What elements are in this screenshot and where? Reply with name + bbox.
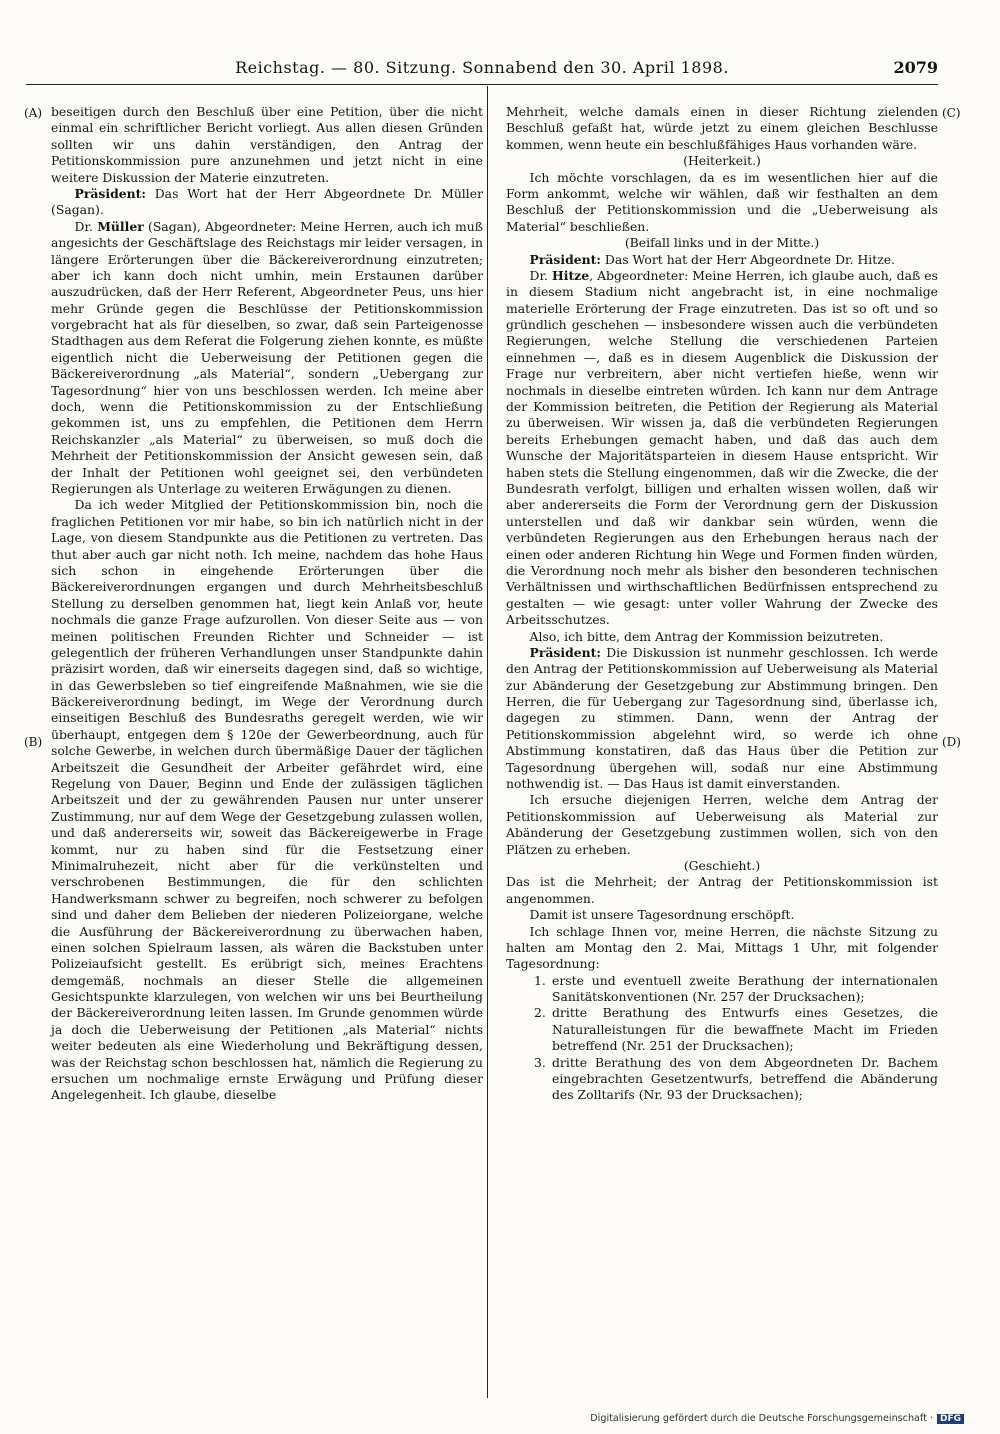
- dfg-logo: DFG: [937, 1414, 964, 1424]
- agenda-text: dritte Berathung des Entwurfs eines Gesetzes, die Naturalleistungen für die bewaffnete Macht im Frieden betreffend (Nr. 251 der Drucksachen);: [552, 1005, 938, 1054]
- paragraph: Also, ich bitte, dem Antrag der Kommission beizutreten.: [529, 628, 884, 644]
- footer-credit: [590, 1413, 964, 1424]
- left-column: [51, 104, 483, 1104]
- speaker-name: Präsident:: [529, 251, 601, 267]
- paragraph: Ich ersuche diejenigen Herren, welche dem Antrag der Petitionskommission auf Ueberweisung als Material zur Abänderung der Gesetzgebung zustimmen wollen, sich von den Plätzen zu erheben.: [506, 792, 938, 857]
- reaction: (Geschieht.): [683, 857, 761, 873]
- paragraph: [506, 268, 938, 629]
- paragraph-text: , Abgeordneter: Meine Herren, ich glaube auch, daß es in diesem Stadium nicht angebracht ist, in eine nochmalige materielle Erörterung der Frage einzutreten. Das ist so oft und so gründlich geschehen — insbesondere wissen auch die verbündeten Regierungen, welche Stellung die verschiedenen Parteien einnehmen —, daß es in diesem Augenblick die Diskussion der Frage nur verbreitern, aber nicht vertiefen hieße, wenn wir nochmals in dieselbe eintreten würden. Ich kann nur dem Antrage der Kommission beitreten, die Petition der Regierung als Material zu überweisen. Wir wissen ja, daß die verbündeten Regierungen bereits Erhebungen gemacht haben, und daß das auch dem Wunsche der Majoritätsparteien in diesem Hause entspricht. Wir haben stets die Stellung eingenommen, daß wir die Zwecke, die der Bundesrath verfolgt, billigen und erhalten wissen wollen, daß wir aber andererseits die Form der Verordnung gern der Diskussion unterstellen und daß wir dankbar sein würden, wenn die verbündeten Regierungen aus den Erhebungen heraus nach der einen oder anderen Richtung hin Wege und Formen finden würden, die Verordnung noch mehr als bisher den besonderen technischen Verhältnissen und wirthschaftlichen Bedürfnissen entsprechend zu gestalten — wie gesagt: unter voller Wahrung der Zwecke des Arbeitsschutzes.: [506, 267, 938, 628]
- agenda-list: [506, 973, 938, 1104]
- agenda-item: [506, 1005, 938, 1054]
- footer-text: Digitalisierung gefördert durch die Deutsche Forschungsgemeinschaft ·: [590, 1413, 933, 1424]
- margin-mark-b: (B): [24, 735, 43, 749]
- speaker-name: Präsident:: [74, 185, 146, 201]
- paragraph: Mehrheit, welche damals einen in dieser Richtung zielenden Beschluß gefaßt hat, würde jetzt zu einem gleichen Beschlusse kommen, wenn heute ein beschlußfähiges Haus vorhanden wäre.: [506, 104, 938, 152]
- paragraph-text: Das Wort hat der Herr Abgeordnete Dr. Hitze.: [600, 251, 895, 267]
- page-header: [26, 58, 938, 84]
- right-column: [506, 104, 938, 1104]
- speaker-name: Präsident:: [529, 644, 601, 660]
- margin-mark-a: (A): [24, 106, 43, 120]
- paragraph: [506, 252, 938, 268]
- header-rule: [26, 84, 938, 85]
- agenda-item: [506, 973, 938, 1006]
- agenda-number: 2.: [534, 1005, 546, 1021]
- paragraph: Ich schlage Ihnen vor, meine Herren, die nächste Sitzung zu halten am Montag den 2. Mai, Mittags 1 Uhr, mit folgender Tagesordnung:: [506, 923, 938, 972]
- paragraph: [506, 645, 938, 793]
- agenda-text: erste und eventuell zweite Berathung der internationalen Sanitätskonventionen (Nr. 257 der Drucksachen);: [552, 972, 938, 1005]
- agenda-text: dritte Berathung des von dem Abgeordneten Dr. Bachem eingebrachten Gesetzentwurfs, betreffend die Abänderung des Zolltarifs (Nr. 93 der Drucksachen);: [552, 1054, 938, 1103]
- speaker-title: Dr.: [74, 218, 98, 234]
- paragraph-text: Das Wort hat der Herr Abgeordnete Dr. Müller (Sagan).: [51, 185, 483, 218]
- agenda-item: [506, 1055, 938, 1104]
- running-head: Reichstag. — 80. Sitzung. Sonnabend den 30. April 1898.: [235, 58, 729, 77]
- reaction: (Beifall links und in der Mitte.): [624, 235, 820, 251]
- agenda-number: 1.: [534, 972, 546, 988]
- paragraph-text: (Sagan), Abgeordneter: Meine Herren, auch ich muß angesichts der Geschäftslage des Reichstags mir leider versagen, in längere Erörterungen über die Bäckereiverordnung einzutreten; aber ich kann doch nicht umhin, mein Erstaunen darüber auszudrücken, daß der Herr Referent, Abgeordneter Peus, uns hier mehr Gründe gegen die Beschlüsse der Petitionskommission vorgebracht hat als für dieselben, so zwar, daß sein Parteigenosse Stadthagen aus dem Referat die Folgerung ziehen konnte, es müßte eigentlich nicht die Ueberweisung der Petitionen gegen die Bäckereiverordnung „als Material“, sondern „Uebergang zur Tagesordnung“ hier von uns beschlossen werden. Ich meine aber doch, wenn die Petitionskommission zu der Entschließung gekommen ist, uns zu empfehlen, die Petitionen dem Herrn Reichskanzler „als Material“ zu überweisen, so muß doch die Mehrheit der Petitionskommission der Ansicht gewesen sein, daß der Inhalt der Petitionen wohl geeignet sei, den verbündeten Regierungen als Unterlage zu weiteren Erwägungen zu dienen.: [51, 218, 483, 496]
- column-divider: [487, 86, 488, 1398]
- paragraph: Da ich weder Mitglied der Petitionskommission bin, noch die fraglichen Petitionen vor mir habe, so bin ich natürlich nicht in der Lage, von diesem Standpunkte aus die Petitionen zu vertreten. Das thut aber auch gar nicht noth. Ich meine, nachdem das hohe Haus sich schon in eingehende Erörterungen über die Bäckereiverordnungen ergangen und durch Mehrheitsbeschluß Stellung zu derselben genommen hat, liegt kein Anlaß vor, heute nochmals die ganze Frage aufzurollen. Von dieser Seite aus — von meinen politischen Freunden Richter und Schneider — ist gelegentlich der früheren Verhandlungen unser Standpunkte dahin präzisirt worden, daß wir einerseits dagegen sind, daß so wichtige, in das Gewerbsleben so tief eingreifende Maßnahmen, wie sie die Bäckereiverordnung bedingt, im Wege der Verordnung durch einseitigen Beschluß des Bundesraths geregelt werden, wie wir überhaupt, entgegen dem § 120e der Gewerbeordnung, auch für solche Gewerbe, in welchen durch übermäßige Dauer der täglichen Arbeitszeit die Gesundheit der Arbeiter gefährdet wird, eine Regelung von Dauer, Beginn und Ende der zulässigen täglichen Arbeitszeit und der zu gewährenden Pausen nur unter unserer Zustimmung, nur auf dem Wege der Gesetzgebung zulassen wollen, und daß andererseits wir, soweit das Bäckereigewerbe in Frage kommt, nur zu haben sind für die Festsetzung einer Minimalruhezeit, nicht aber für die verkünstelten und verschrobenen Bestimmungen, die für den schlichten Handwerksmann schwer zu begreifen, noch schwerer zu befolgen sind und daher dem Belieben der niederen Polizeiorgane, welche die Ausführung der Bäckereiverordnung zu überwachen haben, einen solchen Spielraum lassen, als wären die Backstuben unter Polizeiaufsicht gestellt. Es erübrigt sich, meines Erachtens demgemäß, nochmals an dieser Stelle die allgemeinen Gesichtspunkte klarzulegen, von welchen wir uns bei Beurtheilung der Bäckereiverordnung leiten lassen. Im Grunde genommen würde ja doch die Ueberweisung der Petitionen „als Material“ nichts weiter bedeuten als eine Wiederholung und Bekräftigung dessen, was der Reichstag schon beschlossen hat, nämlich die Regierung zu ersuchen um nochmalige ernste Erwägung und Prüfung dieser Angelegenheit. Ich glaube, dieselbe: [51, 497, 483, 1103]
- speaker-name: Müller: [97, 218, 144, 234]
- paragraph: [51, 219, 483, 498]
- paragraph: Damit ist unsere Tagesordnung erschöpft.: [529, 907, 795, 923]
- agenda-number: 3.: [534, 1054, 546, 1070]
- paragraph-text: Die Diskussion ist nunmehr geschlossen. Ich werde den Antrag der Petitionskommission auf Ueberweisung als Material zur Abänderung der Gesetzgebung zur Abstimmung bringen. Den Herren, die für Uebergang zur Tagesordnung sind, überlasse ich, dagegen zu stimmen. Dann, wenn der Antrag der Petitionskommission abgelehnt wird, so werde ich ohne Abstimmung konstatiren, daß das Haus über die Petition zur Tagesordnung übergehen will, sodaß nur eine Abstimmung nothwendig ist. — Das Haus ist damit einverstanden.: [506, 644, 938, 792]
- paragraph: Das ist die Mehrheit; der Antrag der Petitionskommission ist angenommen.: [506, 874, 938, 906]
- paragraph: beseitigen durch den Beschluß über eine Petition, über die nicht einmal ein schriftlicher Bericht vorliegt. Aus allen diesen Gründen sollten wir uns dahin verständigen, den Antrag der Petitionskommission pure anzunehmen und jetzt nicht in eine weitere Diskussion der Materie einzutreten.: [51, 104, 483, 185]
- speaker-name: Hitze: [552, 267, 590, 283]
- margin-mark-d: (D): [942, 735, 961, 749]
- page-number: 2079: [893, 58, 938, 77]
- reaction: (Heiterkeit.): [683, 153, 761, 169]
- speaker-title: Dr.: [529, 267, 553, 283]
- margin-mark-c: (C): [942, 106, 961, 120]
- paragraph: Ich möchte vorschlagen, da es im wesentlichen hier auf die Form ankommt, welche wir wählen, daß wir festhalten an dem Beschluß der Petitionskommission und die „Ueberweisung als Material“ beschließen.: [506, 169, 938, 234]
- paragraph: [51, 186, 483, 219]
